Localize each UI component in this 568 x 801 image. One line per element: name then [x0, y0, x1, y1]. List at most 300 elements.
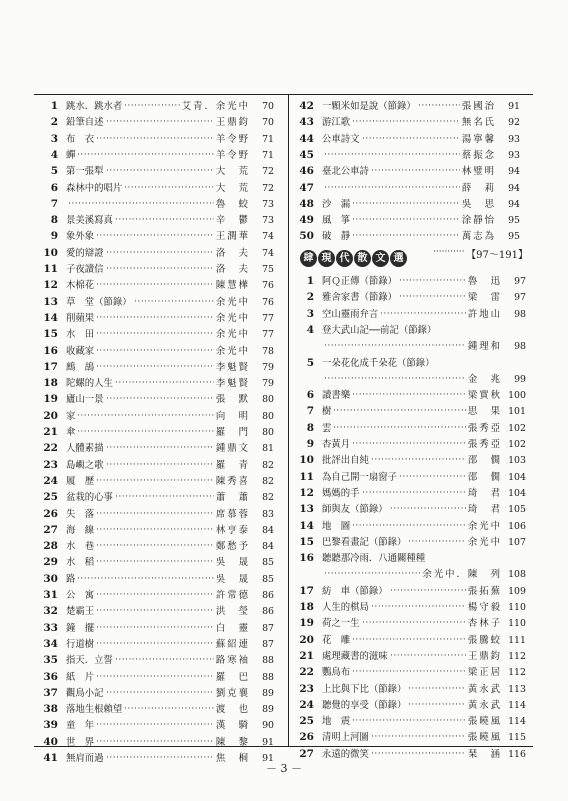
- entry-title: 杏黃月: [322, 439, 351, 450]
- entry-number: 32: [43, 605, 58, 618]
- entry-author: 梁實秋: [467, 390, 502, 402]
- entry-author: 余光中．陳 列: [422, 569, 502, 581]
- entry-page: 83: [262, 508, 274, 520]
- entry-number: 3: [50, 132, 58, 145]
- entry-author: 蕭 蕭: [215, 492, 250, 504]
- entry-page: 82: [262, 475, 274, 487]
- entry-title: 水 稻: [66, 557, 95, 569]
- entry-page: 89: [262, 704, 274, 716]
- entry-title: 一朵花化成千朵花（節錄）: [322, 357, 435, 369]
- entry-page: 77: [262, 329, 274, 341]
- entry-number: 1: [306, 275, 314, 287]
- entry-title: 媽媽的手: [322, 487, 360, 499]
- entry-author: 杏林子: [467, 618, 502, 630]
- entry-number: 26: [43, 507, 58, 520]
- entry-number: 25: [43, 491, 58, 504]
- entry-number: 23: [299, 682, 314, 695]
- section-title-badges: [300, 246, 408, 267]
- entry-author: 漢 騎: [215, 720, 250, 732]
- entry-author: 張國治: [461, 101, 496, 112]
- entry-number: 36: [43, 670, 58, 683]
- entry-page: 102: [508, 422, 526, 434]
- entry-title: 童 年: [66, 720, 95, 732]
- entry-author: 琹 涵: [467, 748, 502, 760]
- entry-page: 80: [262, 394, 274, 406]
- entry-page: 72: [262, 182, 274, 194]
- entry-number: 19: [299, 617, 314, 630]
- entry-page: 73: [262, 215, 274, 227]
- entry-author: 羅 青: [215, 459, 250, 471]
- entry-number: 10: [43, 246, 58, 259]
- entry-page: 80: [262, 427, 274, 438]
- entry-number: 47: [299, 181, 314, 194]
- entry-page: 80: [262, 410, 274, 422]
- entry-page: 110: [508, 618, 526, 630]
- entry-author: 蘇紹連: [215, 638, 250, 650]
- entry-number: 20: [43, 409, 58, 422]
- entry-page: 91: [508, 101, 520, 112]
- entry-title: 景美溪寫真: [66, 215, 113, 227]
- entry-number: 28: [43, 540, 58, 553]
- entry-title: 游江歌: [322, 117, 351, 129]
- entry-number: 6: [50, 181, 58, 194]
- entry-author: 林璧明: [461, 166, 496, 178]
- entry-page: 97: [514, 276, 526, 287]
- entry-page: 99: [514, 373, 526, 385]
- entry-author: 張拓蕪: [467, 585, 502, 597]
- entry-page: 113: [508, 683, 526, 695]
- section-title-char: 文: [372, 250, 389, 267]
- entry-page: 97: [514, 292, 526, 304]
- entry-page: 108: [508, 569, 526, 581]
- entry-page: 114: [508, 716, 526, 728]
- entry-page: 76: [262, 296, 274, 308]
- entry-author: 羊令野: [215, 133, 250, 145]
- entry-author: 羅 門: [215, 427, 250, 438]
- section-title-char: 代: [336, 250, 353, 267]
- entry-page: 93: [508, 149, 520, 161]
- entry-number: 18: [299, 601, 314, 613]
- entry-title: 森林中的唱片: [66, 182, 123, 194]
- entry-title: 一顆米如是說（節錄）: [322, 101, 416, 112]
- entry-title: 布 衣: [66, 133, 95, 145]
- entry-number: 4: [50, 148, 58, 161]
- top-rule: [34, 94, 533, 95]
- entry-author: 大 荒: [215, 166, 250, 178]
- entry-title: 人體素描: [66, 443, 104, 455]
- entry-page: 90: [262, 720, 274, 732]
- entry-page: 103: [508, 455, 526, 467]
- entry-title: 師與友（節錄）: [322, 504, 388, 516]
- entry-number: 2: [50, 116, 58, 129]
- entry-page: 84: [262, 541, 274, 553]
- entry-page: 82: [262, 492, 274, 504]
- entry-title: 破 靜: [322, 231, 351, 243]
- entry-number: 21: [299, 649, 314, 662]
- entry-number: 33: [43, 621, 58, 634]
- entry-number: 5: [306, 356, 314, 369]
- entry-number: 31: [43, 589, 58, 601]
- entry-page: 88: [262, 655, 274, 667]
- entry-page: 94: [508, 166, 520, 178]
- entry-title: 路: [66, 573, 76, 585]
- section-leader-dots: [433, 247, 465, 265]
- entry-title: 蟬: [66, 149, 76, 161]
- entry-number: 1: [50, 100, 58, 112]
- entry-title: 楚霸王: [66, 606, 95, 618]
- entry-page: 94: [508, 182, 520, 194]
- entry-title: 上比與下比（節錄）: [322, 683, 407, 695]
- entry-number: 43: [299, 116, 314, 129]
- entry-page: 112: [508, 650, 526, 662]
- entry-page: 85: [262, 573, 274, 585]
- entry-author: 余光中: [215, 345, 250, 357]
- entry-author: 王潤華: [215, 231, 250, 243]
- entry-page: 100: [508, 390, 526, 402]
- entry-title: 人生的棋局: [322, 602, 369, 613]
- entry-author: 李魁賢: [215, 378, 250, 390]
- entry-author: 張 默: [215, 394, 250, 406]
- entry-title: 風 箏: [322, 215, 351, 227]
- entry-number: 27: [299, 747, 314, 760]
- entry-title: 聽聽那冷雨．八通關種種: [322, 553, 426, 565]
- entry-author: 陳 黎: [215, 736, 250, 748]
- entry-author: 余光中: [215, 296, 250, 308]
- entry-number: 15: [43, 328, 58, 341]
- entry-page: 104: [508, 471, 526, 483]
- entry-title: 落地生根賴望: [66, 704, 123, 716]
- entry-page: 93: [508, 133, 520, 145]
- entry-number: 19: [43, 393, 58, 406]
- entry-author: 王鼎鈞: [467, 650, 502, 662]
- page-number: － 3 －: [266, 762, 302, 775]
- entry-author: 涂靜怡: [461, 215, 496, 227]
- entry-author: 余光中: [215, 329, 250, 341]
- entry-author: 琦 君: [467, 487, 502, 499]
- entry-page: 86: [262, 590, 274, 601]
- entry-author: 邵 僩: [467, 455, 502, 467]
- entry-number: 15: [299, 535, 314, 548]
- entry-author: 薛 莉: [461, 182, 496, 194]
- entry-author: 梁正居: [467, 667, 502, 679]
- entry-page: 81: [262, 443, 274, 455]
- entry-page: 114: [508, 699, 526, 711]
- entry-title: 無肩而過: [66, 753, 104, 764]
- entry-number: 48: [299, 197, 314, 210]
- entry-author: 蔡振念: [461, 149, 496, 161]
- entry-number: 16: [299, 552, 314, 565]
- entry-page: 79: [262, 378, 274, 390]
- entry-page: 77: [262, 312, 274, 324]
- entry-page: 73: [262, 198, 274, 210]
- section-title-char: 散: [354, 250, 371, 267]
- entry-number: 8: [50, 214, 58, 227]
- entry-number: 14: [299, 519, 314, 532]
- entry-title: 家: [66, 410, 76, 422]
- entry-title: 鐘 擺: [66, 622, 95, 634]
- entry-title: 木棉花: [66, 280, 95, 292]
- entry-number: 10: [299, 454, 314, 467]
- entry-title: 公 寓: [66, 590, 95, 601]
- entry-number: 22: [43, 442, 58, 455]
- entry-number: 12: [299, 486, 314, 499]
- column-divider: [288, 94, 289, 746]
- entry-author: 無名氏: [461, 117, 496, 129]
- entry-page: 101: [508, 406, 526, 418]
- entry-author: 林亨泰: [215, 524, 250, 536]
- entry-title: 處理藏書的滋味: [322, 650, 388, 662]
- entry-author: 張秀亞: [467, 439, 502, 450]
- entry-author: 鍾鼎文: [215, 443, 250, 455]
- entry-author: 張騰蛟: [467, 634, 502, 646]
- section-title-char: 選: [390, 250, 407, 267]
- entry-title: 永遠的微笑: [322, 748, 369, 760]
- entry-page: 74: [262, 231, 274, 243]
- entry-page: 75: [262, 264, 274, 275]
- entry-number: 35: [43, 654, 58, 667]
- entry-number: 21: [43, 426, 58, 438]
- entry-author: 劉克襄: [215, 687, 250, 699]
- entry-page: 98: [514, 308, 526, 320]
- entry-number: 6: [306, 389, 314, 402]
- entry-author: 張曉風: [467, 716, 502, 728]
- entry-number: 34: [43, 637, 58, 650]
- entry-title: 履 歷: [66, 475, 95, 487]
- entry-title: 愛的辯證: [66, 247, 104, 259]
- entry-title: 鷓 鴣: [66, 361, 95, 373]
- entry-author: 吳 思: [461, 198, 496, 210]
- entry-page: 85: [262, 557, 274, 569]
- entry-number: 18: [43, 377, 58, 390]
- entry-title: 陀螺的人生: [66, 378, 113, 390]
- entry-number: 7: [306, 405, 314, 418]
- entry-title: 公車詩文: [322, 133, 360, 145]
- entry-title: 削蘋果: [66, 312, 95, 324]
- entry-number: 13: [299, 503, 314, 516]
- entry-author: 萬志為: [461, 231, 496, 243]
- entry-page: 105: [508, 504, 526, 516]
- section-title-char: 現: [318, 250, 335, 267]
- entry-number: 9: [306, 438, 314, 450]
- entry-number: 26: [299, 731, 314, 744]
- entry-number: 3: [306, 307, 314, 320]
- entry-page: 92: [508, 117, 520, 129]
- entry-number: 2: [306, 291, 314, 304]
- entry-number: 50: [299, 230, 314, 243]
- entry-number: 5: [50, 165, 58, 178]
- entry-author: 洪 瑩: [215, 606, 250, 618]
- entry-author: 吳 晟: [215, 557, 250, 569]
- entry-page: 91: [262, 753, 274, 764]
- entry-author: 楊守毅: [467, 602, 502, 613]
- entry-number: 20: [299, 633, 314, 646]
- entry-author: 張曉風: [467, 732, 502, 744]
- entry-author: 梁 雷: [467, 292, 502, 304]
- entry-title: 鉛筆自述: [66, 117, 104, 129]
- entry-page: 87: [262, 638, 274, 650]
- entry-author: 琦 君: [467, 504, 502, 516]
- entry-number: 13: [43, 295, 58, 308]
- entry-number: 23: [43, 458, 58, 471]
- entry-page: 111: [508, 634, 526, 646]
- entry-page: 98: [514, 341, 526, 353]
- entry-title: 登大武山記──前記（節錄）: [322, 324, 437, 336]
- entry-title: 觀鳥小記: [66, 687, 104, 699]
- entry-author: 辛 鬱: [215, 215, 250, 227]
- entry-number: 9: [50, 230, 58, 243]
- entry-number: 7: [50, 197, 58, 210]
- entry-title: 廬山一景: [66, 394, 104, 406]
- entry-title: 水 巷: [66, 541, 95, 553]
- entry-author: 魯 蛟: [215, 198, 250, 210]
- entry-author: 金 兆: [467, 373, 502, 385]
- entry-page: 94: [508, 198, 520, 210]
- entry-number: 24: [299, 698, 314, 711]
- entry-page: 91: [262, 736, 274, 748]
- entry-page: 87: [262, 622, 274, 634]
- entry-author: 向 明: [215, 410, 250, 422]
- entry-page: 70: [262, 101, 274, 112]
- entry-author: 陳秀喜: [215, 475, 250, 487]
- entry-title: 樹: [322, 406, 332, 418]
- entry-title: 紙 片: [66, 671, 95, 683]
- entry-author: 吳 晟: [215, 573, 250, 585]
- leader-dots: [352, 227, 460, 246]
- entry-title: 跳水．跳水者: [66, 101, 123, 112]
- entry-title: 第一張犁: [66, 166, 104, 178]
- entry-author: 邵 僩: [467, 471, 502, 483]
- entry-number: 22: [299, 666, 314, 679]
- section-header: [300, 246, 528, 266]
- entry-author: 許地山: [467, 308, 502, 320]
- entry-page: 82: [262, 459, 274, 471]
- entry-page: 78: [262, 345, 274, 357]
- entry-title: 聽覺的享受（節錄）: [322, 699, 407, 711]
- entry-number: 11: [43, 263, 58, 275]
- entry-number: 16: [43, 344, 58, 357]
- entry-page: 70: [262, 117, 274, 129]
- entry-author: 張秀亞: [467, 422, 502, 434]
- section-title-char: 肆: [300, 250, 317, 267]
- entry-author: 渡 也: [215, 704, 250, 716]
- entry-page: 116: [508, 748, 526, 760]
- entry-number: 44: [299, 132, 314, 145]
- entry-author: 路寒袖: [215, 655, 250, 667]
- entry-author: 大 荒: [215, 182, 250, 194]
- entry-page: 79: [262, 361, 274, 373]
- entry-title: 沙 漏: [322, 198, 351, 210]
- entry-page: 115: [508, 732, 526, 744]
- entry-title: 雲: [322, 422, 332, 434]
- entry-author: 羅 巴: [215, 671, 250, 683]
- entry-author: 艾青．余光中: [181, 101, 250, 112]
- entry-title: 島嶼之歌: [66, 459, 104, 471]
- entry-title: 世 界: [66, 736, 95, 748]
- entry-title: 臺北公車詩: [322, 166, 369, 178]
- entry-author: 洛 夫: [215, 264, 250, 275]
- entry-title: 傘: [66, 427, 76, 438]
- entry-page: 107: [508, 536, 526, 548]
- entry-page: 76: [262, 280, 274, 292]
- entry-number: 17: [43, 360, 58, 373]
- entry-title: 荷之一生: [322, 618, 360, 630]
- entry-title: 地 圖: [322, 520, 351, 532]
- entry-title: 紡 車（節錄）: [322, 585, 388, 597]
- entry-number: 24: [43, 474, 58, 487]
- entry-number: 30: [43, 572, 58, 585]
- entry-page: 72: [262, 166, 274, 178]
- entry-title: 批評出自純: [322, 455, 369, 467]
- entry-title: 空山靈雨弁言: [322, 308, 379, 320]
- entry-title: 收藏家: [66, 345, 95, 357]
- entry-author: 黃永武: [467, 699, 502, 711]
- entry-page: 106: [508, 520, 526, 532]
- entry-number: 12: [43, 279, 58, 292]
- entry-author: 魯 迅: [467, 276, 502, 287]
- entry-author: 湯寧馨: [461, 133, 496, 145]
- entry-number: 29: [43, 556, 58, 569]
- section-page-range: 【97～191】: [466, 250, 528, 261]
- entry-author: 余光中: [215, 312, 250, 324]
- entry-title: 巴黎看畫記（節錄）: [322, 536, 407, 548]
- entry-number: 8: [306, 421, 314, 434]
- entry-author: 羊令野: [215, 149, 250, 161]
- entry-page: 71: [262, 133, 274, 145]
- entry-page: 95: [508, 231, 520, 243]
- entry-title: 讀書樂: [322, 390, 351, 402]
- entry-page: 104: [508, 487, 526, 499]
- entry-page: 112: [508, 667, 526, 679]
- entry-title: 水 田: [66, 329, 95, 341]
- entry-title: 子夜讀信: [66, 264, 104, 275]
- entry-number: 41: [43, 752, 58, 764]
- entry-number: 25: [299, 715, 314, 728]
- entry-title: 行道樹: [66, 638, 95, 650]
- entry-number: 38: [43, 703, 58, 716]
- entry-title: 清明上河圖: [322, 732, 369, 744]
- entry-title: 盆栽的心事: [66, 492, 113, 504]
- entry-title: 海 線: [66, 524, 95, 536]
- entry-title: 花 雕: [322, 634, 351, 646]
- entry-page: 102: [508, 439, 526, 450]
- entry-number: 17: [299, 584, 314, 597]
- toc-entry: [290, 227, 520, 246]
- entry-number: 27: [43, 523, 58, 536]
- entry-number: 37: [43, 686, 58, 699]
- entry-title: 指天．立誓: [66, 655, 113, 667]
- entry-author: 李魁賢: [215, 361, 250, 373]
- entry-author: 余光中: [467, 536, 502, 548]
- entry-page: 89: [262, 687, 274, 699]
- entry-author: 余光中: [467, 520, 502, 532]
- entry-title: 阿Ｑ正傳（節錄）: [322, 276, 398, 287]
- entry-title: 失 落: [66, 508, 95, 520]
- entry-number: 45: [299, 148, 314, 161]
- entry-page: 88: [262, 671, 274, 683]
- entry-number: 11: [299, 470, 314, 483]
- entry-author: 鄭愁予: [215, 541, 250, 553]
- entry-title: 鸚鳥布: [322, 667, 351, 679]
- entry-number: 40: [43, 735, 58, 748]
- entry-author: 陳慧樺: [215, 280, 250, 292]
- entry-author: 許常德: [215, 590, 250, 601]
- entry-page: 110: [508, 602, 526, 613]
- entry-number: 14: [43, 311, 58, 324]
- entry-author: 黃永武: [467, 683, 502, 695]
- entry-author: 白 靈: [215, 622, 250, 634]
- entry-author: 席慕蓉: [215, 508, 250, 520]
- entry-page: 71: [262, 149, 274, 161]
